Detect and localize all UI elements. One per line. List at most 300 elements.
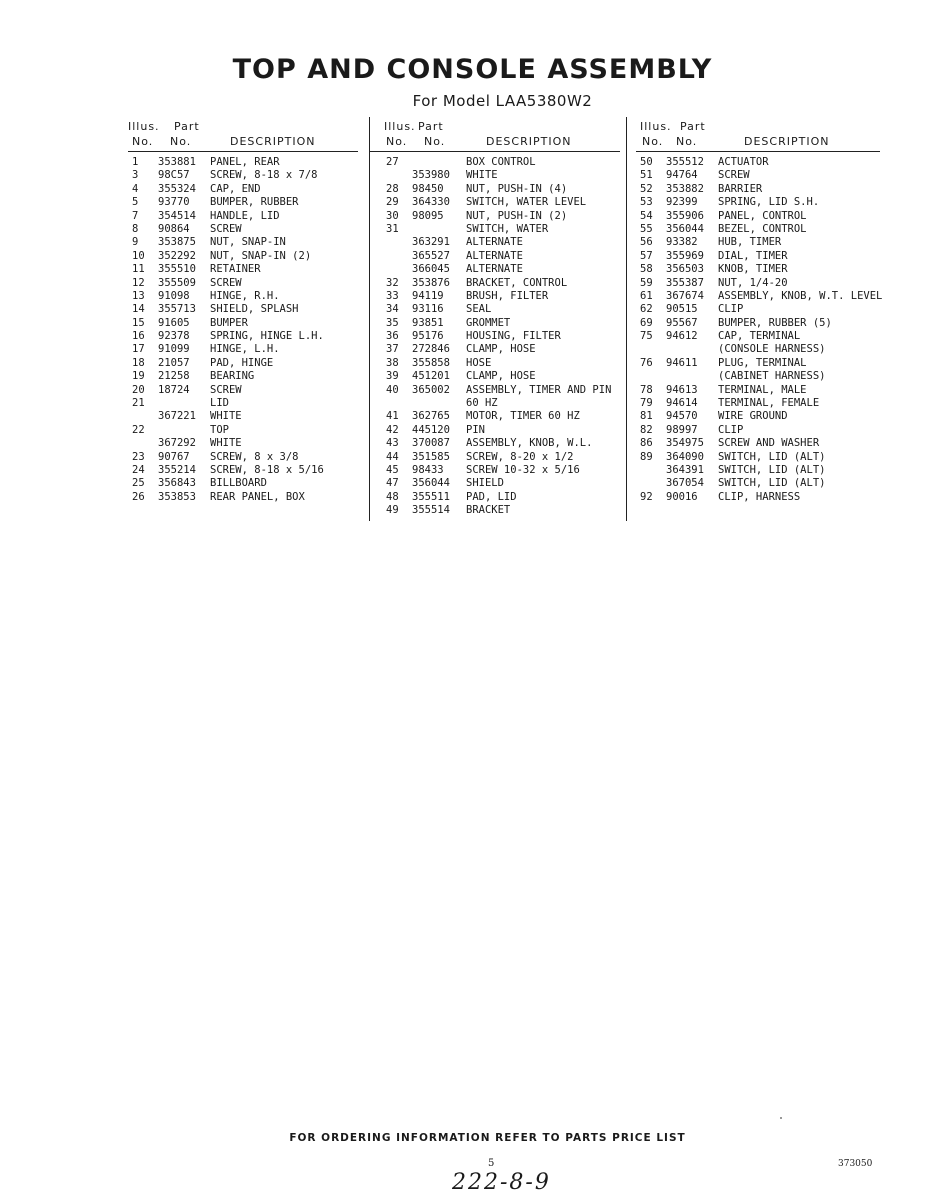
- part-description: (CONSOLE HARNESS): [718, 343, 826, 356]
- part-description: SHIELD, SPLASH: [210, 303, 299, 316]
- part-number: 355509: [158, 276, 196, 289]
- part-description: SCREW, 8 x 3/8: [210, 450, 299, 463]
- part-description: SCREW, 8-18 x 5/16: [210, 463, 324, 476]
- part-description: NUT, SNAP-IN: [210, 236, 286, 249]
- parts-row: [370, 491, 620, 504]
- illus-number: 19: [132, 370, 145, 383]
- part-description: PIN: [466, 423, 485, 436]
- parts-row: [370, 263, 620, 276]
- parts-row: [370, 250, 620, 263]
- part-description: NUT, 1/4-20: [718, 276, 788, 289]
- part-description: BUMPER: [210, 316, 248, 329]
- part-description: CAP, TERMINAL: [718, 330, 801, 343]
- part-description: KNOB, TIMER: [718, 263, 788, 276]
- illus-number: 31: [386, 222, 399, 235]
- parts-row: [636, 303, 880, 316]
- part-number: 94570: [666, 410, 698, 423]
- part-description: PLUG, TERMINAL: [718, 356, 807, 369]
- part-number: 98997: [666, 423, 698, 436]
- part-number: 356044: [412, 477, 450, 490]
- illus-number: 18: [132, 356, 145, 369]
- parts-row: [128, 156, 358, 169]
- model-subtitle: For Model LAA5380W2: [412, 92, 593, 110]
- part-description: PANEL, CONTROL: [718, 209, 807, 222]
- part-description: HINGE, R.H.: [210, 289, 280, 302]
- parts-row: [128, 451, 358, 464]
- part-description: HOSE: [466, 356, 492, 369]
- part-header-bottom: No.: [170, 135, 192, 148]
- parts-row: [128, 196, 358, 209]
- part-description: SCREW: [210, 222, 242, 235]
- illus-number: 61: [640, 289, 653, 302]
- parts-row: [636, 451, 880, 464]
- part-number: 93116: [412, 303, 444, 316]
- illus-number: 82: [640, 423, 653, 436]
- part-description: BILLBOARD: [210, 477, 267, 490]
- illus-number: 28: [386, 182, 399, 195]
- part-description: NUT, PUSH-IN (2): [466, 209, 568, 222]
- parts-row: [636, 491, 880, 504]
- illus-number: 44: [386, 450, 399, 463]
- part-description: SPRING, LID S.H.: [718, 196, 820, 209]
- part-description: ALTERNATE: [466, 236, 523, 249]
- parts-row: [636, 277, 880, 290]
- parts-row: [636, 250, 880, 263]
- illus-number: 9: [132, 236, 139, 249]
- part-description: PANEL, REAR: [210, 156, 280, 168]
- illus-number: 59: [640, 276, 653, 289]
- illus-number: 78: [640, 383, 653, 396]
- part-number: 353875: [158, 236, 196, 249]
- part-description: WHITE: [210, 437, 242, 450]
- part-description: TERMINAL, FEMALE: [718, 397, 820, 410]
- part-number: 356843: [158, 477, 196, 490]
- parts-row: [370, 384, 620, 397]
- part-number: 355324: [158, 182, 196, 195]
- illus-number: 26: [132, 490, 145, 503]
- part-description: ALTERNATE: [466, 263, 523, 276]
- part-description: WHITE: [466, 169, 498, 182]
- document-number: 373050: [838, 1159, 873, 1169]
- illus-number: 52: [640, 182, 653, 195]
- illus-number: 76: [640, 356, 653, 369]
- part-number: 352292: [158, 249, 196, 262]
- column-header: [370, 118, 620, 152]
- illus-number: 14: [132, 303, 145, 316]
- part-number: 94119: [412, 289, 444, 302]
- illus-number: 20: [132, 383, 145, 396]
- part-number: 356044: [666, 222, 704, 235]
- illus-number: 4: [132, 182, 139, 195]
- parts-row: [128, 277, 358, 290]
- part-description: NUT, PUSH-IN (4): [466, 182, 568, 195]
- part-description: SCREW: [210, 383, 242, 396]
- part-number: 364330: [412, 196, 450, 209]
- illus-header-top: Illus.: [384, 120, 416, 133]
- parts-row: [128, 357, 358, 370]
- parts-row: [636, 464, 880, 477]
- part-description: SPRING, HINGE L.H.: [210, 330, 324, 343]
- illus-number: 79: [640, 397, 653, 410]
- parts-row: [636, 183, 880, 196]
- parts-row: [370, 464, 620, 477]
- illus-number: 42: [386, 423, 399, 436]
- illus-number: 41: [386, 410, 399, 423]
- part-description: REAR PANEL, BOX: [210, 490, 305, 503]
- part-number: 94612: [666, 330, 698, 343]
- parts-row: [636, 289, 883, 303]
- part-number: 98433: [412, 463, 444, 476]
- part-number: 91098: [158, 289, 190, 302]
- part-description: SCREW: [210, 276, 242, 289]
- parts-row: [370, 424, 620, 437]
- illus-number: 3: [132, 169, 139, 182]
- illus-number: 57: [640, 249, 653, 262]
- parts-row: [370, 236, 620, 249]
- illus-header-top: Illus.: [128, 120, 160, 133]
- parts-row: [636, 357, 880, 370]
- part-description: BOX CONTROL: [466, 156, 536, 168]
- part-description: TERMINAL, MALE: [718, 383, 807, 396]
- parts-row: [128, 343, 358, 356]
- parts-row: [128, 410, 358, 423]
- illus-number: 29: [386, 196, 399, 209]
- part-number: 90016: [666, 490, 698, 503]
- part-description: CLAMP, HOSE: [466, 343, 536, 356]
- parts-row: [636, 410, 880, 423]
- part-number: 367674: [666, 289, 704, 302]
- parts-row: [128, 437, 358, 450]
- parts-row: [128, 250, 358, 263]
- parts-row: [128, 210, 358, 223]
- illus-number: 47: [386, 477, 399, 490]
- parts-row: [370, 451, 620, 464]
- parts-row: [370, 183, 620, 196]
- parts-row: [636, 156, 880, 169]
- part-description: CLIP: [718, 423, 744, 436]
- illus-header-bottom: No.: [642, 135, 664, 148]
- page-number: 5: [488, 1158, 495, 1169]
- illus-number: 86: [640, 437, 653, 450]
- parts-row: [636, 437, 880, 450]
- part-number: 355387: [666, 276, 704, 289]
- illus-number: 38: [386, 356, 399, 369]
- part-description: BEARING: [210, 370, 255, 383]
- part-number: 351585: [412, 450, 450, 463]
- illus-number: 23: [132, 450, 145, 463]
- part-description: SCREW 10-32 x 5/16: [466, 463, 580, 476]
- parts-row: [128, 330, 358, 343]
- speck-mark: [780, 1117, 782, 1119]
- part-description: HANDLE, LID: [210, 209, 280, 222]
- parts-row: [128, 464, 358, 477]
- parts-row: [370, 290, 620, 303]
- illus-number: 69: [640, 316, 653, 329]
- illus-number: 34: [386, 303, 399, 316]
- part-number: 364391: [666, 463, 704, 476]
- part-number: 98095: [412, 209, 444, 222]
- illus-number: 5: [132, 196, 139, 209]
- part-number: 92378: [158, 330, 190, 343]
- parts-row: [636, 384, 880, 397]
- part-description: SWITCH, WATER: [466, 222, 549, 235]
- parts-row: [128, 491, 358, 504]
- part-description: ASSEMBLY, KNOB, W.L.: [466, 437, 593, 450]
- part-number: 451201: [412, 370, 450, 383]
- illus-number: 10: [132, 249, 145, 262]
- parts-row: [370, 317, 620, 330]
- part-number: 367292: [158, 437, 196, 450]
- illus-header-top: Illus.: [640, 120, 672, 133]
- illus-number: 51: [640, 169, 653, 182]
- part-number: 98C57: [158, 169, 190, 182]
- part-number: 272846: [412, 343, 450, 356]
- illus-number: 15: [132, 316, 145, 329]
- part-number: 445120: [412, 423, 450, 436]
- part-number: 353980: [412, 169, 450, 182]
- part-number: 94614: [666, 397, 698, 410]
- part-number: 355713: [158, 303, 196, 316]
- part-number: 355906: [666, 209, 704, 222]
- parts-row: [636, 330, 880, 343]
- part-description: HUB, TIMER: [718, 236, 782, 249]
- parts-row: [128, 236, 358, 249]
- parts-list: [636, 156, 883, 504]
- illus-number: 25: [132, 477, 145, 490]
- illus-number: 39: [386, 370, 399, 383]
- parts-row: [370, 357, 620, 370]
- parts-row: [370, 169, 620, 182]
- part-description: 60 HZ: [466, 397, 498, 410]
- part-description: PAD, LID: [466, 490, 517, 503]
- parts-row: [636, 196, 880, 209]
- part-description: (CABINET HARNESS): [718, 370, 826, 383]
- part-header-bottom: No.: [676, 135, 698, 148]
- part-description: PAD, HINGE: [210, 356, 274, 369]
- part-description: SWITCH, LID (ALT): [718, 477, 826, 490]
- part-header-top: Part: [174, 120, 200, 133]
- illus-number: 53: [640, 196, 653, 209]
- part-description: LID: [210, 397, 229, 410]
- illus-number: 36: [386, 330, 399, 343]
- part-number: 353876: [412, 276, 450, 289]
- part-number: 94611: [666, 356, 698, 369]
- part-description: GROMMET: [466, 316, 511, 329]
- parts-column-1: [128, 118, 358, 504]
- part-number: 93851: [412, 316, 444, 329]
- illus-number: 55: [640, 222, 653, 235]
- part-number: 355510: [158, 263, 196, 276]
- illus-number: 8: [132, 222, 139, 235]
- part-number: 365002: [412, 383, 450, 396]
- part-number: 355514: [412, 504, 450, 517]
- illus-number: 22: [132, 423, 145, 436]
- illus-number: 54: [640, 209, 653, 222]
- part-description: RETAINER: [210, 263, 261, 276]
- part-number: 93382: [666, 236, 698, 249]
- part-description: BUMPER, RUBBER: [210, 196, 299, 209]
- description-header: DESCRIPTION: [230, 135, 316, 148]
- parts-row: [636, 317, 880, 330]
- part-number: 91605: [158, 316, 190, 329]
- illus-number: 16: [132, 330, 145, 343]
- illus-number: 1: [132, 156, 139, 168]
- part-description: CLAMP, HOSE: [466, 370, 536, 383]
- illus-number: 11: [132, 263, 145, 276]
- description-header: DESCRIPTION: [744, 135, 830, 148]
- part-description: BRACKET: [466, 504, 511, 517]
- part-description: ASSEMBLY, KNOB, W.T. LEVEL: [718, 289, 883, 302]
- illus-number: 40: [386, 383, 399, 396]
- parts-row: [128, 263, 358, 276]
- parts-row: [128, 169, 358, 182]
- part-description: MOTOR, TIMER 60 HZ: [466, 410, 580, 423]
- part-description: SCREW AND WASHER: [718, 437, 820, 450]
- parts-row: [128, 370, 358, 383]
- part-number: 363291: [412, 236, 450, 249]
- part-header-bottom: No.: [424, 135, 446, 148]
- part-number: 367054: [666, 477, 704, 490]
- parts-column-2: [370, 118, 620, 518]
- parts-row: [128, 397, 358, 410]
- parts-row: [636, 397, 880, 410]
- part-number: 355214: [158, 463, 196, 476]
- illus-number: 43: [386, 437, 399, 450]
- parts-row: [370, 210, 620, 223]
- parts-row: [370, 410, 620, 423]
- ordering-note: FOR ORDERING INFORMATION REFER TO PARTS PRICE LIST: [289, 1132, 686, 1144]
- parts-list: [128, 156, 358, 504]
- parts-row: [370, 343, 620, 356]
- part-number: 355511: [412, 490, 450, 503]
- illus-number: 24: [132, 463, 145, 476]
- page-title: TOP AND CONSOLE ASSEMBLY: [232, 54, 713, 85]
- part-description: TOP: [210, 423, 229, 436]
- part-description: SWITCH, LID (ALT): [718, 463, 826, 476]
- illus-number: 48: [386, 490, 399, 503]
- part-description: SWITCH, WATER LEVEL: [466, 196, 587, 209]
- part-description: DIAL, TIMER: [718, 249, 788, 262]
- column-header: [128, 118, 358, 152]
- part-description: WIRE GROUND: [718, 410, 788, 423]
- parts-row: [370, 156, 620, 169]
- parts-row: [128, 303, 358, 316]
- illus-number: 62: [640, 303, 653, 316]
- part-number: 365527: [412, 249, 450, 262]
- parts-row: [128, 477, 358, 490]
- parts-row: [370, 397, 620, 410]
- part-number: 355512: [666, 156, 704, 168]
- part-number: 94613: [666, 383, 698, 396]
- parts-row: [370, 370, 620, 383]
- part-description: ALTERNATE: [466, 249, 523, 262]
- parts-row: [128, 317, 358, 330]
- illus-number: 58: [640, 263, 653, 276]
- part-number: 91099: [158, 343, 190, 356]
- parts-row: [370, 437, 620, 450]
- part-description: SCREW, 8-18 x 7/8: [210, 169, 318, 182]
- part-number: 21057: [158, 356, 190, 369]
- illus-number: 27: [386, 156, 399, 168]
- illus-header-bottom: No.: [132, 135, 154, 148]
- part-number: 355969: [666, 249, 704, 262]
- part-number: 95176: [412, 330, 444, 343]
- part-description: ASSEMBLY, TIMER AND PIN: [466, 383, 612, 396]
- illus-number: 21: [132, 397, 145, 410]
- parts-row: [128, 424, 358, 437]
- part-description: SCREW, 8-20 x 1/2: [466, 450, 574, 463]
- part-description: WHITE: [210, 410, 242, 423]
- part-number: 93770: [158, 196, 190, 209]
- part-number: 95567: [666, 316, 698, 329]
- parts-row: [370, 477, 620, 490]
- parts-row: [370, 504, 620, 517]
- part-number: 367221: [158, 410, 196, 423]
- part-number: 353882: [666, 182, 704, 195]
- part-number: 370087: [412, 437, 450, 450]
- parts-row: [128, 223, 358, 236]
- part-description: BRACKET, CONTROL: [466, 276, 568, 289]
- illus-number: 45: [386, 463, 399, 476]
- part-description: BUMPER, RUBBER (5): [718, 316, 832, 329]
- illus-number: 32: [386, 276, 399, 289]
- column-divider: [626, 117, 627, 521]
- illus-number: 49: [386, 504, 399, 517]
- parts-row: [128, 290, 358, 303]
- illus-header-bottom: No.: [386, 135, 408, 148]
- illus-number: 30: [386, 209, 399, 222]
- part-description: BRUSH, FILTER: [466, 289, 549, 302]
- part-number: 98450: [412, 182, 444, 195]
- part-number: 21258: [158, 370, 190, 383]
- parts-row: [636, 343, 880, 356]
- part-description: HOUSING, FILTER: [466, 330, 561, 343]
- illus-number: 92: [640, 490, 653, 503]
- part-number: 364090: [666, 450, 704, 463]
- illus-number: 7: [132, 209, 139, 222]
- illus-number: 75: [640, 330, 653, 343]
- part-description: CAP, END: [210, 182, 261, 195]
- part-number: 353881: [158, 156, 196, 168]
- parts-row: [636, 223, 880, 236]
- part-description: ACTUATOR: [718, 156, 769, 168]
- part-description: SHIELD: [466, 477, 504, 490]
- part-number: 92399: [666, 196, 698, 209]
- part-number: 90515: [666, 303, 698, 316]
- part-description: BARRIER: [718, 182, 763, 195]
- part-number: 354975: [666, 437, 704, 450]
- parts-row: [370, 196, 620, 209]
- parts-column-3: [636, 118, 883, 504]
- part-number: 90864: [158, 222, 190, 235]
- parts-row: [636, 210, 880, 223]
- part-number: 362765: [412, 410, 450, 423]
- part-number: 353853: [158, 490, 196, 503]
- parts-row: [370, 223, 620, 236]
- illus-number: 37: [386, 343, 399, 356]
- illus-number: 50: [640, 156, 653, 168]
- parts-row: [128, 183, 358, 196]
- part-description: SWITCH, LID (ALT): [718, 450, 826, 463]
- part-description: CLIP: [718, 303, 744, 316]
- illus-number: 33: [386, 289, 399, 302]
- parts-row: [636, 263, 880, 276]
- part-description: BEZEL, CONTROL: [718, 222, 807, 235]
- illus-number: 13: [132, 289, 145, 302]
- parts-row: [128, 384, 358, 397]
- description-header: DESCRIPTION: [486, 135, 572, 148]
- illus-number: 56: [640, 236, 653, 249]
